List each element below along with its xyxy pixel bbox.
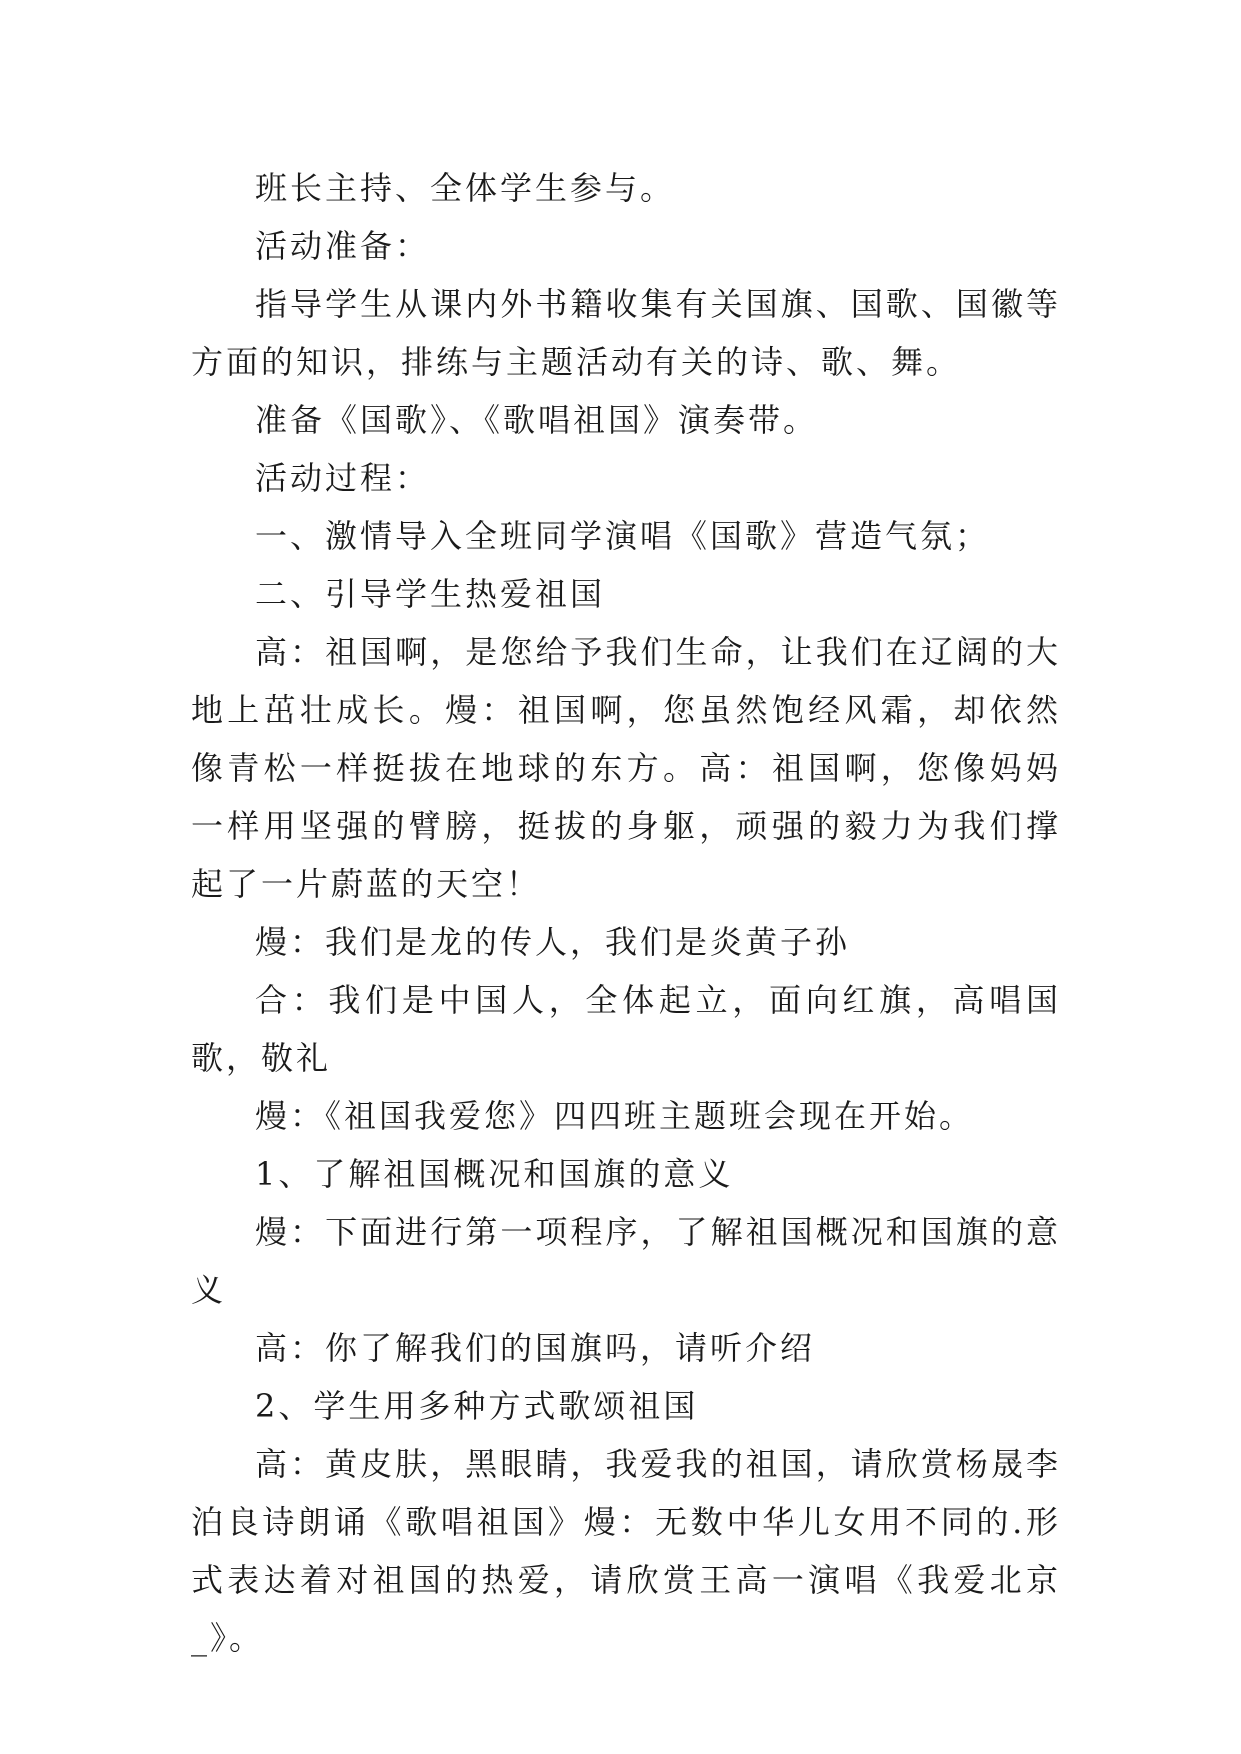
paragraph-flag-intro: 高：你了解我们的国旗吗，请听介绍 <box>255 1329 816 1367</box>
paragraph-dialogue-intro: 高：祖国啊，是您给予我们生命，让我们在辽阔的大地上茁壮成长。熳：祖国啊，您虽然饱经风霜，却依然像青松一样挺拔在地球的东方。高：祖国啊，您像妈妈一样用坚强的臂膀，挺拔的身躯，顽强的毅力为我们撑起了一片蔚蓝的天空！ <box>191 633 1061 903</box>
paragraph-process-heading: 活动过程： <box>255 459 431 497</box>
paragraph-section-two: 2、学生用多种方式歌颂祖国 <box>255 1387 699 1425</box>
paragraph-step-one: 一、激情导入全班同学演唱《国歌》营造气氛； <box>255 517 991 555</box>
paragraph-dialogue-together: 合：我们是中国人，全体起立，面向红旗，高唱国歌，敬礼 <box>191 981 1061 1077</box>
paragraph-section-one: 1、了解祖国概况和国旗的意义 <box>255 1155 734 1193</box>
paragraph-preparation-heading: 活动准备： <box>255 227 431 265</box>
paragraph-step-two: 二、引导学生热爱祖国 <box>255 575 606 613</box>
paragraph-section-one-intro: 熳：下面进行第一项程序，了解祖国概况和国旗的意义 <box>191 1213 1061 1309</box>
paragraph-host: 班长主持、全体学生参与。 <box>255 169 676 207</box>
paragraph-dialogue-dragon: 熳：我们是龙的传人，我们是炎黄子孙 <box>255 923 851 961</box>
paragraph-preparation-tapes: 准备《国歌》、《歌唱祖国》演奏带。 <box>255 401 819 439</box>
paragraph-preparation-knowledge: 指导学生从课内外书籍收集有关国旗、国歌、国徽等方面的知识，排练与主题活动有关的诗、歌、舞。 <box>191 285 1061 381</box>
paragraph-recitation: 高：黄皮肤，黑眼睛，我爱我的祖国，请欣赏杨晟李泊良诗朗诵《歌唱祖国》熳：无数中华儿女用不同的.形式表达着对祖国的热爱，请欣赏王高一演唱《我爱北京_》。 <box>191 1445 1061 1657</box>
paragraph-meeting-start: 熳：《祖国我爱您》四四班主题班会现在开始。 <box>255 1097 975 1135</box>
document-body <box>191 159 1061 1667</box>
